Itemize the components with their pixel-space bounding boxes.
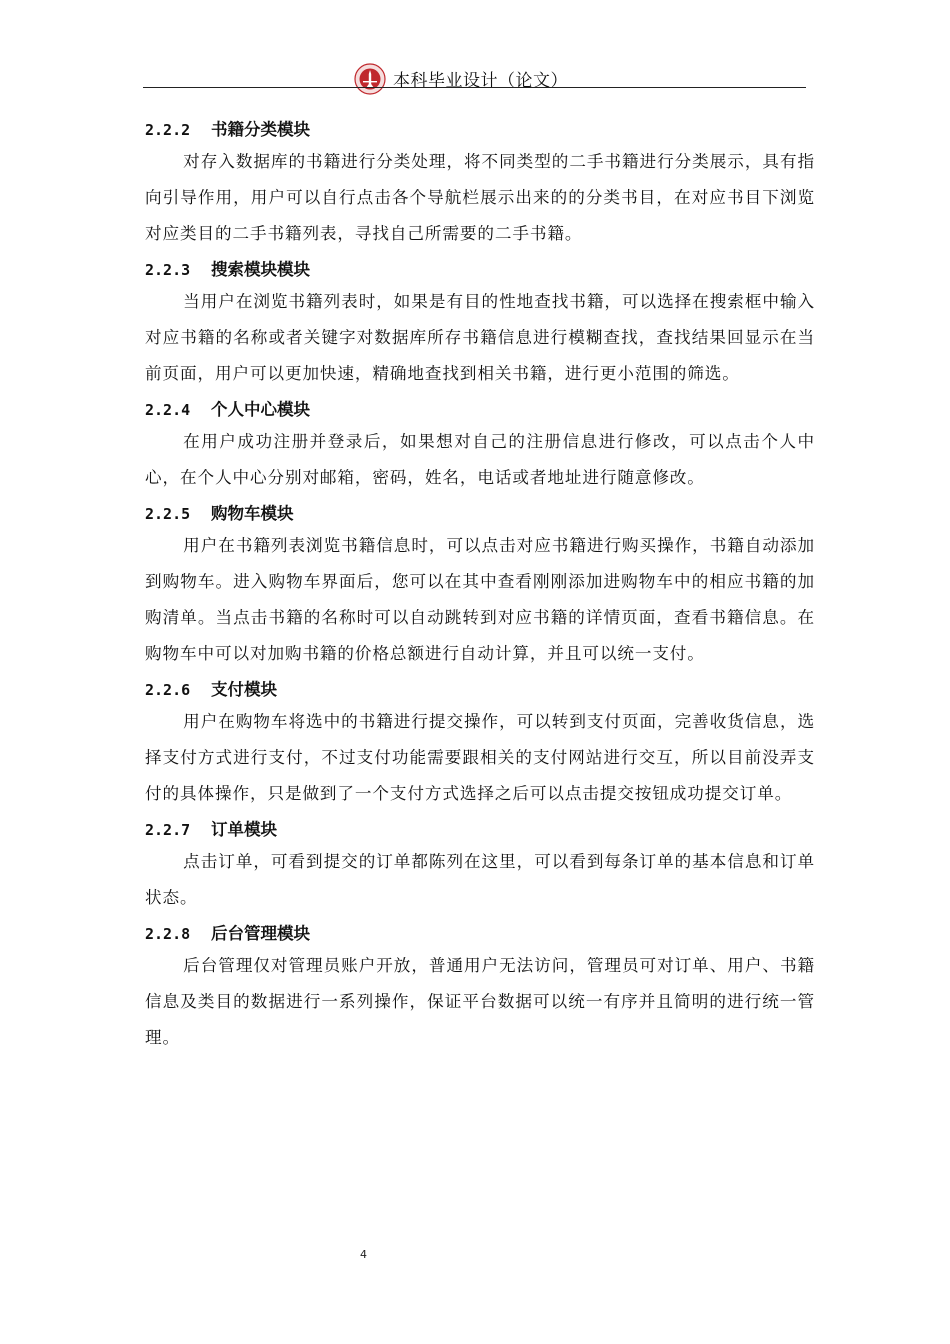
- section-title: 搜索模块模块: [211, 260, 310, 279]
- section-2-2-5: [145, 500, 815, 672]
- section-title: 购物车模块: [211, 504, 294, 523]
- section-title: 支付模块: [211, 680, 277, 699]
- section-heading: [145, 920, 815, 948]
- section-title: 后台管理模块: [211, 924, 310, 943]
- section-title: 书籍分类模块: [211, 120, 310, 139]
- section-heading: [145, 396, 815, 424]
- document-body: [145, 116, 815, 1060]
- header-divider: [143, 87, 806, 88]
- section-number: 2.2.2: [145, 121, 191, 139]
- section-2-2-2: [145, 116, 815, 252]
- section-paragraph: 在用户成功注册并登录后，如果想对自己的注册信息进行修改，可以点击个人中心，在个人中心分别对邮箱，密码，姓名，电话或者地址进行随意修改。: [145, 432, 815, 487]
- section-2-2-8: [145, 920, 815, 1056]
- section-title: 个人中心模块: [211, 400, 310, 419]
- section-paragraph: 对存入数据库的书籍进行分类处理，将不同类型的二手书籍进行分类展示，具有指向引导作用，用户可以自行点击各个导航栏展示出来的的分类书目，在对应书目下浏览对应类目的二手书籍列表，寻找自己所需要的二手书籍。: [145, 152, 815, 243]
- header-title: 本科毕业设计（论文）: [393, 71, 568, 91]
- section-title: 订单模块: [211, 820, 277, 839]
- page-number: 4: [360, 1248, 367, 1261]
- section-paragraph: 当用户在浏览书籍列表时，如果是有目的性地查找书籍，可以选择在搜索框中输入对应书籍的名称或者关键字对数据库所存书籍信息进行模糊查找，查找结果回显示在当前页面，用户可以更加快速，精确地查找到相关书籍，进行更小范围的筛选。: [145, 292, 815, 383]
- page-header: [143, 58, 806, 91]
- university-seal-icon: [354, 62, 386, 100]
- section-paragraph: 点击订单，可看到提交的订单都陈列在这里，可以看到每条订单的基本信息和订单状态。: [145, 852, 815, 907]
- section-2-2-4: [145, 396, 815, 496]
- section-heading: [145, 816, 815, 844]
- section-heading: [145, 256, 815, 284]
- section-paragraph: 后台管理仅对管理员账户开放，普通用户无法访问，管理员可对订单、用户、书籍信息及类目的数据进行一系列操作，保证平台数据可以统一有序并且简明的进行统一管理。: [145, 956, 815, 1047]
- section-number: 2.2.4: [145, 401, 191, 419]
- section-number: 2.2.7: [145, 821, 191, 839]
- section-heading: [145, 116, 815, 144]
- section-paragraph: 用户在购物车将选中的书籍进行提交操作，可以转到支付页面，完善收货信息，选择支付方式进行支付，不过支付功能需要跟相关的支付网站进行交互，所以目前没弄支付的具体操作，只是做到了一个支付方式选择之后可以点击提交按钮成功提交订单。: [145, 712, 815, 803]
- section-heading: [145, 500, 815, 528]
- section-number: 2.2.5: [145, 505, 191, 523]
- section-number: 2.2.6: [145, 681, 191, 699]
- section-2-2-7: [145, 816, 815, 916]
- section-2-2-6: [145, 676, 815, 812]
- section-number: 2.2.8: [145, 925, 191, 943]
- section-2-2-3: [145, 256, 815, 392]
- section-heading: [145, 676, 815, 704]
- section-number: 2.2.3: [145, 261, 191, 279]
- section-paragraph: 用户在书籍列表浏览书籍信息时，可以点击对应书籍进行购买操作，书籍自动添加到购物车。进入购物车界面后，您可以在其中查看刚刚添加进购物车中的相应书籍的加购清单。当点击书籍的名称时可以自动跳转到对应书籍的详情页面，查看书籍信息。在购物车中可以对加购书籍的价格总额进行自动计算，并且可以统一支付。: [145, 536, 815, 663]
